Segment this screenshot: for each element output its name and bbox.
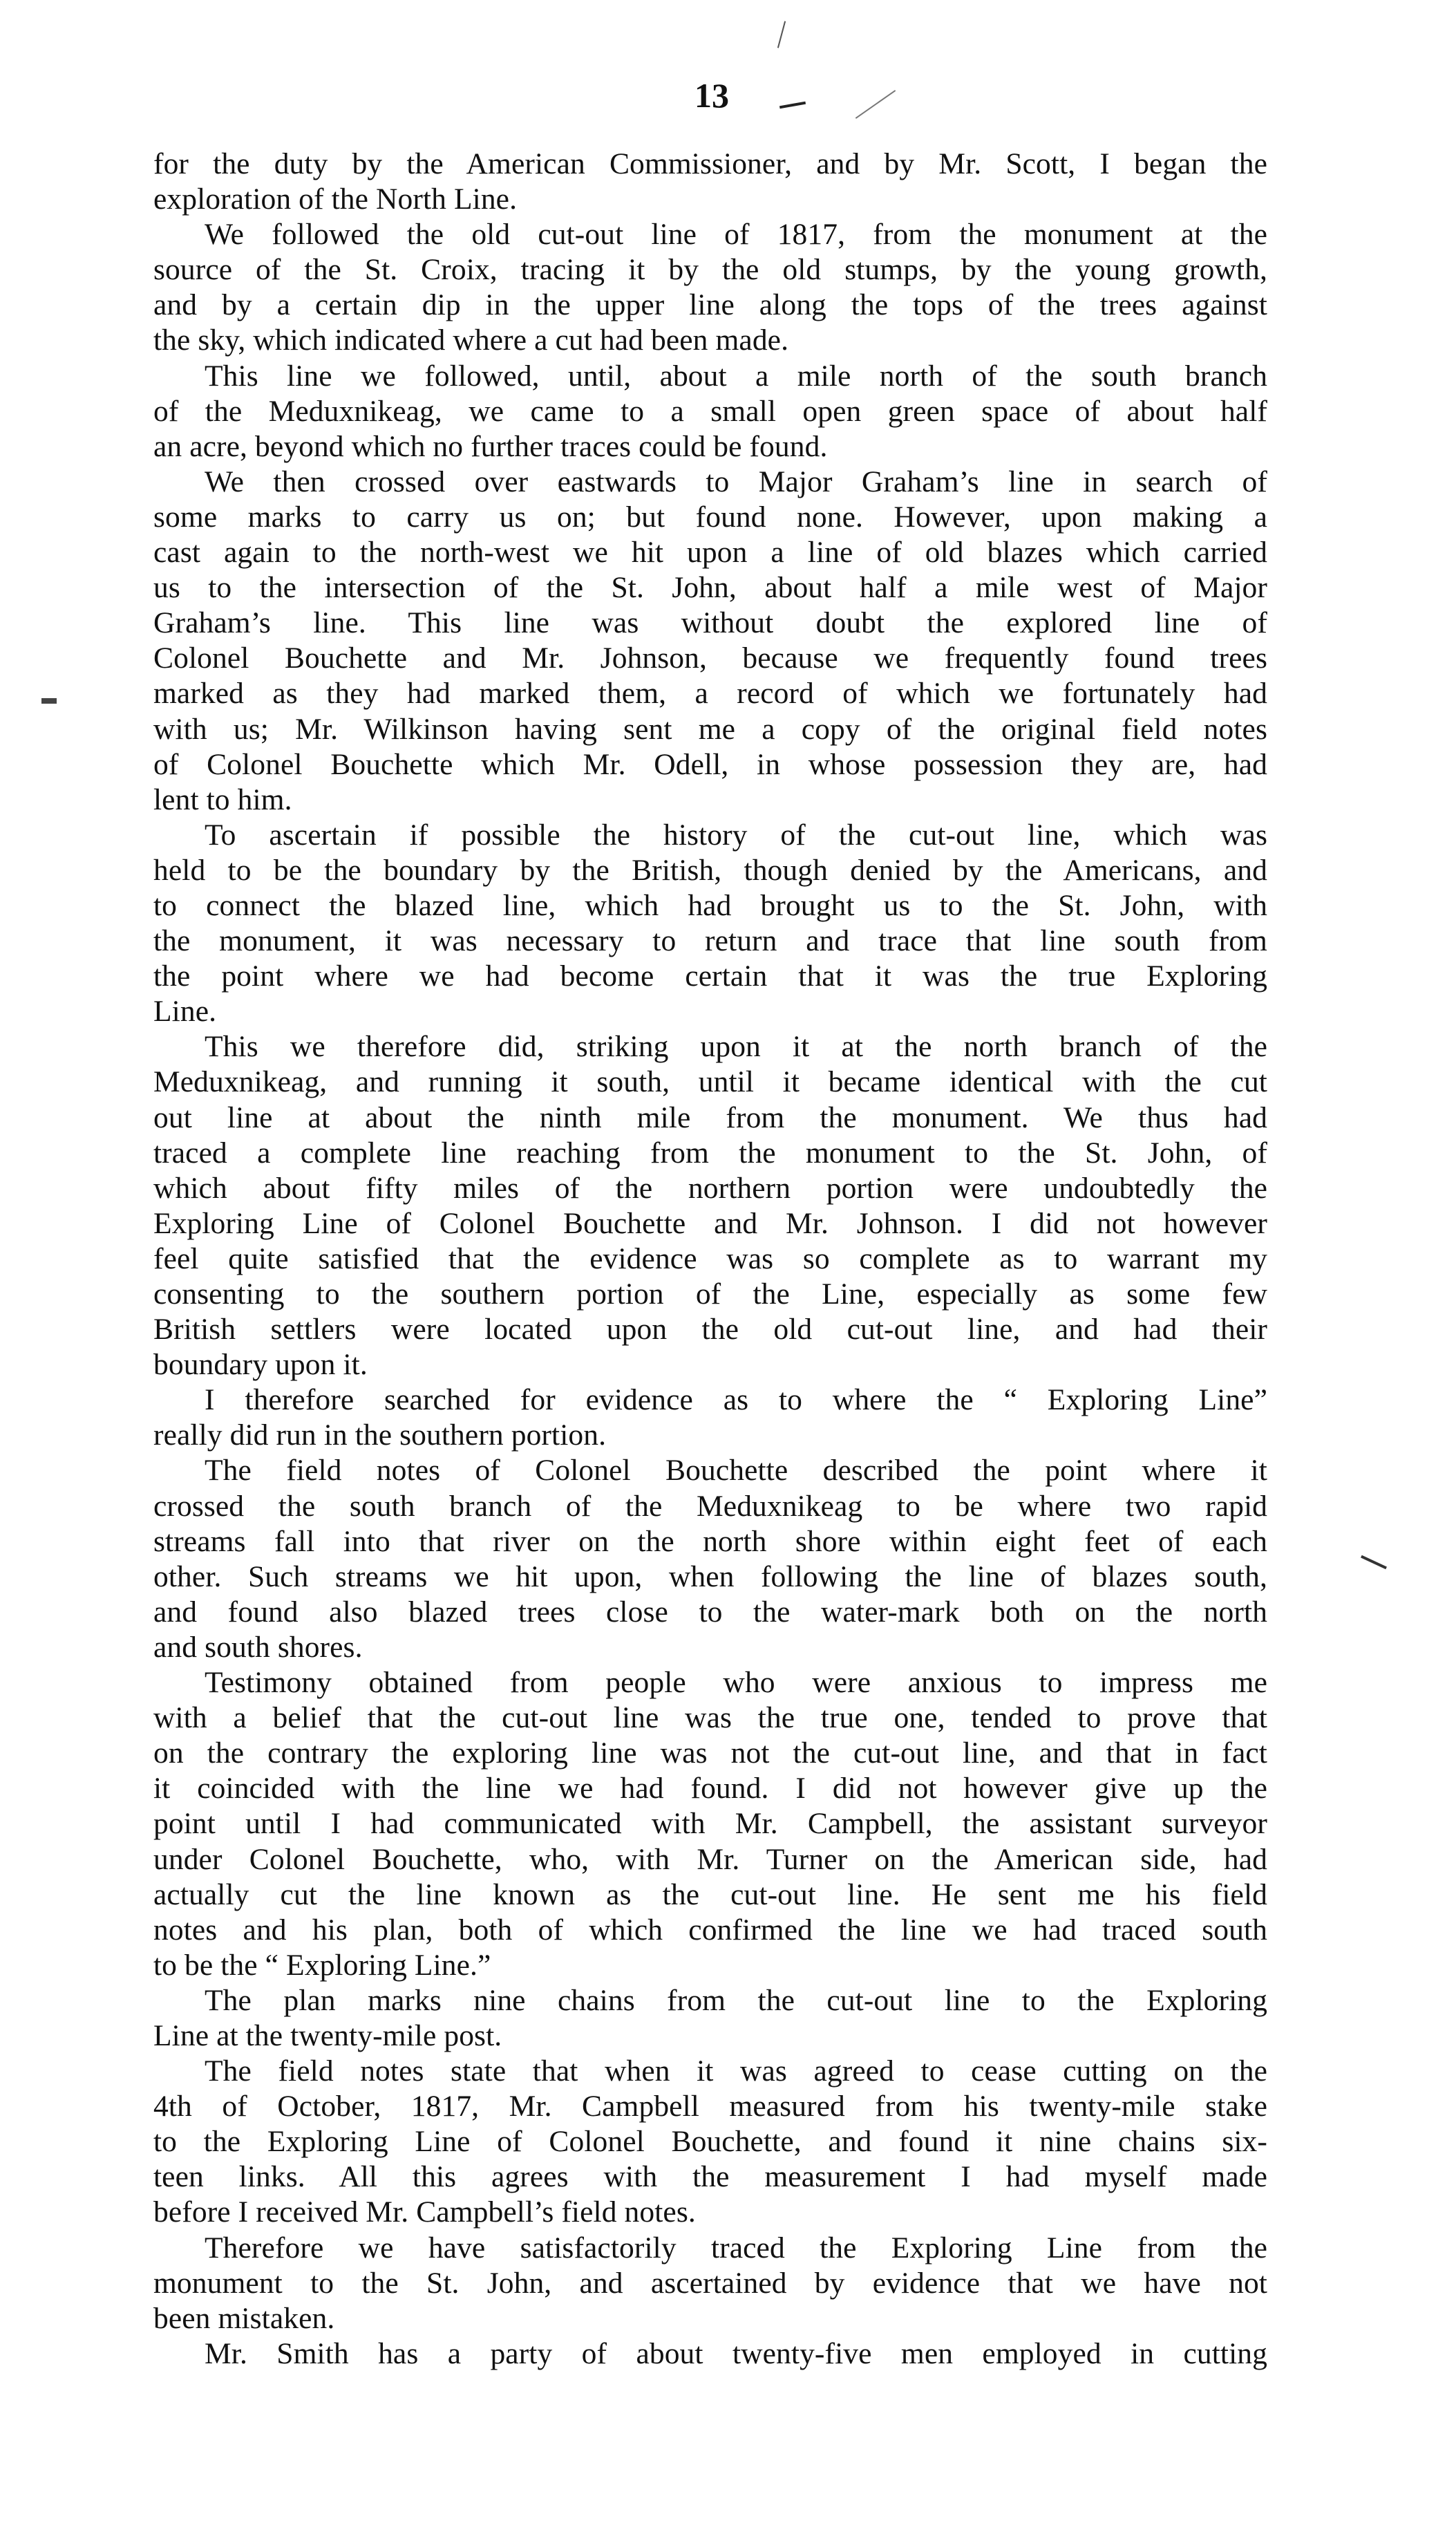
text-line: We then crossed over eastwards to Major Graham’s line in search of — [205, 465, 1267, 498]
text-line: consenting to the southern portion of the Line, especially as some few — [153, 1277, 1267, 1311]
text-line: 4th of October, 1817, Mr. Campbell measured from his twenty-mile stake — [153, 2090, 1267, 2123]
text-line: exploration of the North Line. — [153, 182, 518, 216]
text-line: The plan marks nine chains from the cut-out line to the Exploring — [205, 1983, 1267, 2017]
text-line: marked as they had marked them, a record of which we fortunately had — [153, 677, 1267, 711]
text-line: crossed the south branch of the Meduxnikeag to be where two rapid — [153, 1489, 1267, 1523]
text-line: Mr. Smith has a party of about twenty-five men employed in cutting — [205, 2336, 1267, 2370]
text-line: other. Such streams we hit upon, when following the line of blazes south, — [153, 1559, 1267, 1593]
text-line: traced a complete line reaching from the monument to the St. John, of — [153, 1136, 1267, 1170]
text-line: teen links. All this agrees with the measurement I had myself made — [153, 2160, 1267, 2194]
text-line: monument to the St. John, and ascertained by evidence that we have not — [153, 2266, 1267, 2300]
stray-mark — [777, 21, 786, 48]
text-line: We followed the old cut-out line of 1817, from the monument at the — [205, 218, 1267, 252]
text-line: This we therefore did, striking upon it at the north branch of the — [205, 1030, 1267, 1064]
text-line: to the Exploring Line of Colonel Bouchette, and found it nine chains six- — [153, 2125, 1267, 2159]
text-line: under Colonel Bouchette, who, with Mr. Turner on the American side, had — [153, 1842, 1267, 1876]
stray-mark — [41, 698, 57, 704]
text-line: The field notes of Colonel Bouchette described the point where it — [205, 1454, 1267, 1488]
text-line: notes and his plan, both of which confirmed the line we had traced south — [153, 1913, 1267, 1947]
text-line: This line we followed, until, about a mile north of the south branch — [205, 359, 1267, 393]
text-line: feel quite satisfied that the evidence was so complete as to warrant my — [153, 1241, 1267, 1275]
text-line: us to the intersection of the St. John, about half a mile west of Major — [153, 571, 1267, 605]
text-line: of the Meduxnikeag, we came to a small open green space of about half — [153, 394, 1267, 428]
text-line: and found also blazed trees close to the water-mark both on the north — [153, 1595, 1267, 1629]
text-line: out line at about the ninth mile from the monument. We thus had — [153, 1100, 1267, 1134]
text-line: streams fall into that river on the north shore within eight feet of each — [153, 1524, 1267, 1558]
text-line: with a belief that the cut-out line was the true one, tended to prove that — [153, 1701, 1267, 1735]
text-line: source of the St. Croix, tracing it by the old stumps, by the young growth, — [153, 253, 1267, 287]
text-line: point until I had communicated with Mr. Campbell, the assistant surveyor — [153, 1807, 1267, 1841]
text-line: boundary upon it. — [153, 1348, 368, 1382]
text-line: I therefore searched for evidence as to where the “ Exploring Line” — [205, 1383, 1267, 1417]
text-line: Line at the twenty-mile post. — [153, 2018, 502, 2052]
text-line: Therefore we have satisfactorily traced the Exploring Line from the — [205, 2231, 1267, 2265]
text-line: which about fifty miles of the northern portion were undoubtedly the — [153, 1171, 1267, 1205]
text-line: Exploring Line of Colonel Bouchette and Mr. Johnson. I did not however — [153, 1206, 1267, 1240]
text-line: British settlers were located upon the old cut-out line, and had their — [153, 1313, 1267, 1347]
text-line: Testimony obtained from people who were anxious to impress me — [205, 1666, 1267, 1700]
text-line: with us; Mr. Wilkinson having sent me a copy of the original field notes — [153, 712, 1267, 746]
text-line: and by a certain dip in the upper line along the tops of the trees against — [153, 288, 1267, 322]
text-line: to connect the blazed line, which had brought us to the St. John, with — [153, 888, 1267, 922]
text-line: some marks to carry us on; but found none. However, upon making a — [153, 500, 1267, 534]
text-line: lent to him. — [153, 782, 292, 816]
stray-mark — [855, 90, 896, 119]
text-line: actually cut the line known as the cut-out line. He sent me his field — [153, 1877, 1267, 1911]
text-line: Colonel Bouchette and Mr. Johnson, because we frequently found trees — [153, 641, 1267, 675]
text-line: The field notes state that when it was agreed to cease cutting on the — [205, 2054, 1267, 2088]
text-line: on the contrary the exploring line was not the cut-out line, and that in fact — [153, 1736, 1267, 1770]
text-line: held to be the boundary by the British, though denied by the Americans, and — [153, 853, 1267, 887]
text-line: Graham’s line. This line was without doubt the explored line of — [153, 606, 1267, 640]
text-line: been mistaken. — [153, 2301, 335, 2335]
text-line: the monument, it was necessary to return and trace that line south from — [153, 924, 1267, 958]
text-line: Meduxnikeag, and running it south, until it became identical with the cut — [153, 1065, 1267, 1099]
text-line: the point where we had become certain that it was the true Exploring — [153, 959, 1267, 993]
text-line: of Colonel Bouchette which Mr. Odell, in whose possession they are, had — [153, 747, 1267, 781]
text-line: Line. — [153, 995, 217, 1029]
text-line: for the duty by the American Commissioner, and by Mr. Scott, I began the — [153, 147, 1267, 180]
text-line: it coincided with the line we had found. I did not however give up the — [153, 1772, 1267, 1806]
text-line: To ascertain if possible the history of the cut-out line, which was — [205, 818, 1267, 852]
page-number: 13 — [694, 76, 729, 115]
text-line: cast again to the north-west we hit upon a line of old blazes which carried — [153, 536, 1267, 570]
text-line: before I received Mr. Campbell’s field notes. — [153, 2195, 696, 2229]
stray-mark — [1361, 1555, 1387, 1570]
text-line: an acre, beyond which no further traces could be found. — [153, 429, 828, 463]
text-line: and south shores. — [153, 1630, 363, 1664]
text-line: the sky, which indicated where a cut had been made. — [153, 324, 789, 357]
text-line: really did run in the southern portion. — [153, 1418, 607, 1452]
text-line: to be the “ Exploring Line.” — [153, 1948, 491, 1982]
body-text — [153, 147, 1267, 2372]
stray-mark — [779, 102, 806, 109]
